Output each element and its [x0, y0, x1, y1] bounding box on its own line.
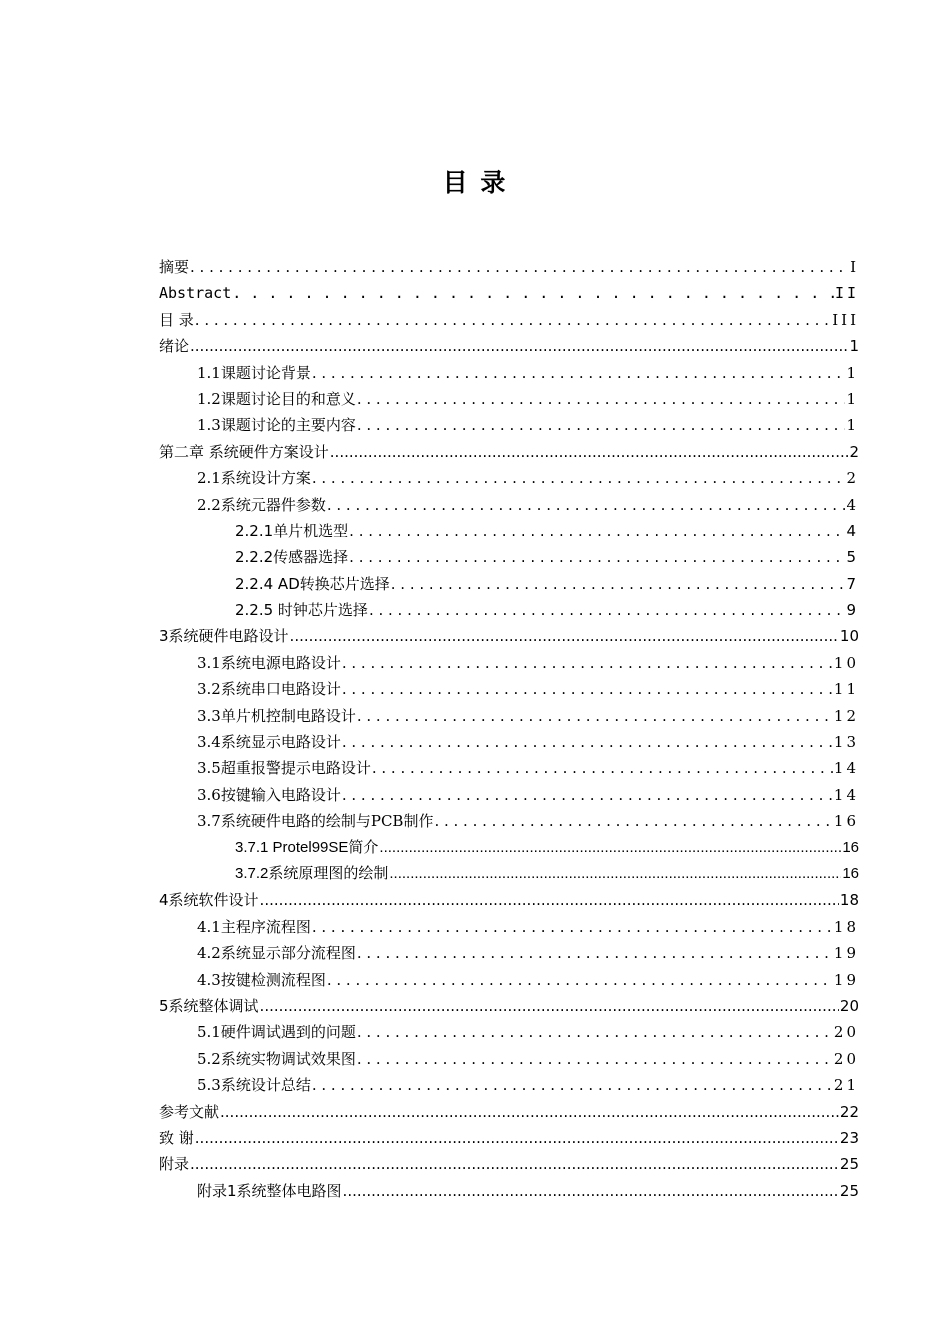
toc-entry-label: Abstract	[159, 284, 232, 303]
dot-leader	[342, 676, 833, 702]
dot-leader	[391, 571, 846, 597]
toc-entry-page-number: 20	[839, 996, 859, 1015]
toc-entry-label: 5.1硬件调试遇到的问题	[197, 1023, 356, 1042]
dot-leader	[312, 1072, 833, 1098]
toc-entry[interactable]	[159, 650, 859, 676]
toc-entry-label: 2.2系统元器件参数	[197, 495, 326, 514]
dot-leader	[195, 1125, 839, 1151]
toc-entry-page-number: 20	[833, 1049, 859, 1068]
toc-entry[interactable]	[159, 835, 859, 861]
toc-entry-label: 附录1系统整体电路图	[197, 1181, 342, 1200]
dot-leader	[190, 254, 849, 280]
dot-leader	[312, 360, 846, 386]
toc-entry-page-number: 9	[846, 601, 859, 620]
toc-entry[interactable]	[159, 623, 859, 649]
toc-entry[interactable]	[159, 676, 859, 702]
toc-entry[interactable]	[159, 360, 859, 386]
toc-entry-label: 3.7系统硬件电路的绘制与PCB制作	[197, 812, 434, 831]
toc-entry-label: 3.3单片机控制电路设计	[197, 706, 356, 725]
toc-entry-page-number: 10	[833, 653, 859, 672]
toc-entry-page-number: 19	[833, 970, 859, 989]
toc-entry-page-number: II	[834, 284, 859, 303]
toc-entry-page-number: 1	[846, 389, 859, 408]
dot-leader	[330, 439, 849, 465]
toc-entry-page-number: 19	[833, 944, 859, 963]
dot-leader	[379, 835, 841, 861]
toc-entry-label: 2.2.2传感器选择	[235, 548, 349, 567]
toc-entry-label: 1.1课题讨论背景	[197, 363, 311, 382]
toc-entry-page-number: I	[850, 258, 859, 276]
toc-entry-label: 3.6按键输入电路设计	[197, 785, 341, 804]
toc-entry-page-number: 1	[846, 363, 859, 382]
toc-entry-label: 2.1系统设计方案	[197, 469, 311, 488]
toc-entry-label: 3系统硬件电路设计	[159, 627, 289, 646]
toc-entry[interactable]	[159, 465, 859, 491]
toc-entry[interactable]	[159, 333, 859, 359]
page-title: 目 录	[442, 168, 508, 197]
toc-entry-page-number: 11	[833, 680, 859, 699]
toc-entry[interactable]	[159, 914, 859, 940]
dot-leader	[260, 993, 839, 1019]
toc-entry-label: 2.2.4 AD转换芯片选择	[235, 574, 390, 593]
toc-entry-label: 第二章 系统硬件方案设计	[159, 442, 329, 461]
toc-entry-label: 3.5超重报警提示电路设计	[197, 759, 371, 778]
toc-entry[interactable]	[159, 940, 859, 966]
toc-entry-page-number: 1	[846, 416, 859, 435]
dot-leader	[342, 782, 833, 808]
toc-entry[interactable]	[159, 307, 859, 333]
toc-entry-label: 5系统整体调试	[159, 996, 259, 1015]
dot-leader	[372, 755, 833, 781]
toc-entry-label: 4.3按键检测流程图	[197, 970, 326, 989]
toc-entry[interactable]	[159, 703, 859, 729]
toc-entry[interactable]	[159, 1125, 859, 1151]
toc-entry[interactable]	[159, 1099, 859, 1125]
toc-entry-label: 3.7.1 Protel99SE简介	[235, 838, 379, 856]
dot-leader	[190, 1151, 839, 1177]
toc-entry-label: 5.2系统实物调试效果图	[197, 1049, 356, 1068]
toc-entry[interactable]	[159, 887, 859, 913]
dot-leader	[357, 703, 833, 729]
dot-leader	[232, 280, 834, 306]
dot-leader	[343, 1178, 839, 1204]
toc-entry[interactable]	[159, 412, 859, 438]
dot-leader	[190, 333, 848, 359]
toc-entry[interactable]	[159, 571, 859, 597]
toc-entry-label: 1.2课题讨论目的和意义	[197, 389, 356, 408]
dot-leader	[389, 861, 841, 887]
toc-entry-label: 2.2.5 时钟芯片选择	[235, 601, 368, 620]
toc-entry-page-number: 21	[833, 1076, 859, 1095]
toc-entry-label: 摘要	[159, 258, 190, 276]
table-of-contents	[159, 254, 859, 1204]
toc-entry-page-number: 5	[846, 548, 859, 567]
dot-leader	[195, 307, 831, 333]
dot-leader	[357, 1019, 833, 1045]
toc-entry-label: 5.3系统设计总结	[197, 1076, 311, 1095]
toc-entry-page-number: 16	[842, 864, 859, 882]
toc-entry[interactable]	[159, 993, 859, 1019]
toc-entry-label: 目 录	[159, 310, 194, 329]
toc-entry[interactable]	[159, 386, 859, 412]
toc-entry-label: 3.1系统电源电路设计	[197, 653, 341, 672]
toc-entry-label: 3.7.2系统原理图的绘制	[235, 864, 389, 882]
toc-entry-page-number: 16	[842, 838, 859, 856]
toc-entry[interactable]	[159, 1178, 859, 1204]
toc-entry-label: 致 谢	[159, 1128, 194, 1147]
dot-leader	[327, 967, 833, 993]
toc-entry-page-number: 16	[833, 812, 859, 831]
toc-entry[interactable]	[159, 1019, 859, 1045]
toc-entry[interactable]	[159, 280, 859, 306]
toc-entry[interactable]	[159, 544, 859, 570]
toc-entry[interactable]	[159, 967, 859, 993]
dot-leader	[290, 623, 839, 649]
toc-entry-page-number: 7	[846, 574, 859, 593]
dot-leader	[434, 808, 832, 834]
toc-entry-label: 附录	[159, 1155, 190, 1174]
toc-entry-page-number: 18	[833, 917, 859, 936]
toc-entry-page-number: III	[832, 310, 859, 329]
toc-entry[interactable]	[159, 755, 859, 781]
toc-entry-label: 3.4系统显示电路设计	[197, 733, 341, 752]
toc-entry[interactable]	[159, 1072, 859, 1098]
toc-entry[interactable]	[159, 808, 859, 834]
toc-entry-page-number: 4	[846, 495, 859, 514]
dot-leader	[349, 544, 845, 570]
toc-entry-page-number: 23	[839, 1128, 859, 1147]
toc-entry[interactable]	[159, 1151, 859, 1177]
toc-entry-label: 4系统软件设计	[159, 891, 259, 910]
dot-leader	[369, 597, 846, 623]
toc-entry-page-number: 20	[833, 1023, 859, 1042]
dot-leader	[260, 887, 839, 913]
dot-leader	[312, 465, 846, 491]
toc-entry-page-number: 22	[839, 1102, 859, 1121]
toc-entry-page-number: 4	[846, 521, 859, 540]
toc-entry-label: 4.1主程序流程图	[197, 917, 311, 936]
dot-leader	[357, 386, 846, 412]
toc-entry-label: 1.3课题讨论的主要内容	[197, 416, 356, 435]
toc-entry[interactable]	[159, 1046, 859, 1072]
toc-entry-label: 绪论	[159, 337, 190, 356]
toc-entry-page-number: 12	[833, 706, 859, 725]
toc-entry[interactable]	[159, 518, 859, 544]
dot-leader	[357, 412, 846, 438]
toc-entry-page-number: 14	[833, 759, 859, 778]
dot-leader	[357, 1046, 833, 1072]
toc-entry[interactable]	[159, 254, 859, 280]
toc-entry-page-number: 25	[839, 1181, 859, 1200]
toc-entry-page-number: 18	[839, 891, 859, 910]
toc-entry-label: 参考文献	[159, 1102, 220, 1121]
toc-entry-label: 3.2系统串口电路设计	[197, 680, 341, 699]
toc-entry-label: 4.2系统显示部分流程图	[197, 944, 356, 963]
toc-entry[interactable]	[159, 861, 859, 887]
dot-leader	[342, 650, 833, 676]
toc-entry[interactable]	[159, 729, 859, 755]
dot-leader	[327, 492, 846, 518]
toc-entry-page-number: 25	[839, 1155, 859, 1174]
toc-entry-page-number: 14	[833, 785, 859, 804]
toc-entry[interactable]	[159, 492, 859, 518]
toc-entry[interactable]	[159, 597, 859, 623]
dot-leader	[342, 729, 833, 755]
dot-leader	[349, 518, 845, 544]
toc-entry-page-number: 2	[849, 442, 859, 461]
toc-entry-page-number: 1	[849, 337, 859, 356]
toc-entry-page-number: 13	[833, 733, 859, 752]
toc-entry-page-number: 2	[846, 469, 859, 488]
dot-leader	[220, 1099, 839, 1125]
toc-entry[interactable]	[159, 439, 859, 465]
toc-entry-page-number: 10	[839, 627, 859, 646]
dot-leader	[312, 914, 833, 940]
toc-entry-label: 2.2.1单片机选型	[235, 521, 349, 540]
toc-entry[interactable]	[159, 782, 859, 808]
dot-leader	[357, 940, 833, 966]
